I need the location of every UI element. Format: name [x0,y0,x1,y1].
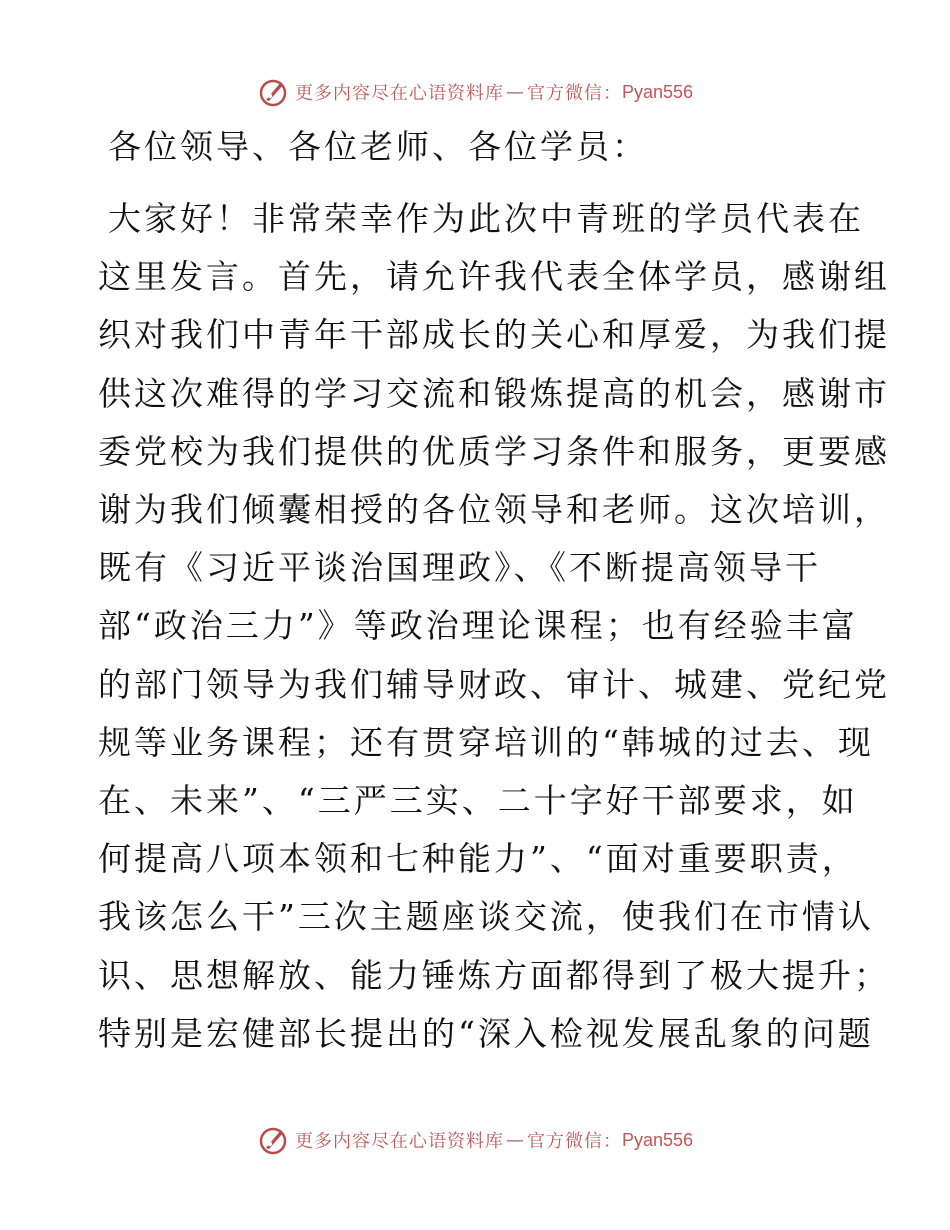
watermark-id: Pyan556 [621,1129,694,1150]
watermark-label: 官方微信： [526,83,622,104]
quill-logo-icon [257,1124,289,1156]
watermark-label: 官方微信： [526,1131,622,1152]
footer-watermark [0,1120,950,1160]
body-line: 的部门领导为我们辅导财政、审计、城建、党纪党 [98,664,890,704]
body-line: 大家好！非常荣幸作为此次中青班的学员代表在 [108,199,864,238]
body-line: 部“政治三力”》等政治理论课程；也有经验丰富 [98,606,858,646]
body-line: 织对我们中青年干部成长的关心和厚爱，为我们提 [98,315,890,355]
body-line: 我该怎么干”三次主题座谈交流，使我们在市情认 [98,897,874,937]
watermark-dash: — [505,1129,525,1151]
watermark-text: 更多内容尽在心语资料库 [294,1131,504,1152]
watermark-id: Pyan556 [621,81,694,102]
document-body [98,122,890,1063]
watermark-text: 更多内容尽在心语资料库 [294,83,504,104]
body-line: 供这次难得的学习交流和锻炼提高的机会，感谢市 [98,373,890,413]
body-line: 何提高八项本领和七种能力”、“面对重要职责， [98,839,858,879]
body-line: 既有《习近平谈治国理政》、《不断提高领导干 [98,548,821,588]
salutation: 各位领导、各位老师、各位学员： [108,127,648,166]
quill-logo-icon [257,76,289,108]
body-line: 谢为我们倾囊相授的各位领导和老师。这次培训， [98,490,890,530]
body-line: 识、思想解放、能力锤炼方面都得到了极大提升； [98,955,890,995]
body-line: 在、未来”、“三严三实、二十字好干部要求，如 [98,781,858,821]
header-watermark [0,72,950,112]
watermark-dash: — [505,81,525,103]
body-line: 特别是宏健部长提出的“深入检视发展乱象的问题 [98,1013,874,1053]
body-line: 规等业务课程；还有贯穿培训的“韩城的过去、现 [98,722,874,762]
body-line: 委党校为我们提供的优质学习条件和服务，更要感 [98,431,890,471]
body-line: 这里发言。首先，请允许我代表全体学员，感谢组 [98,257,890,297]
